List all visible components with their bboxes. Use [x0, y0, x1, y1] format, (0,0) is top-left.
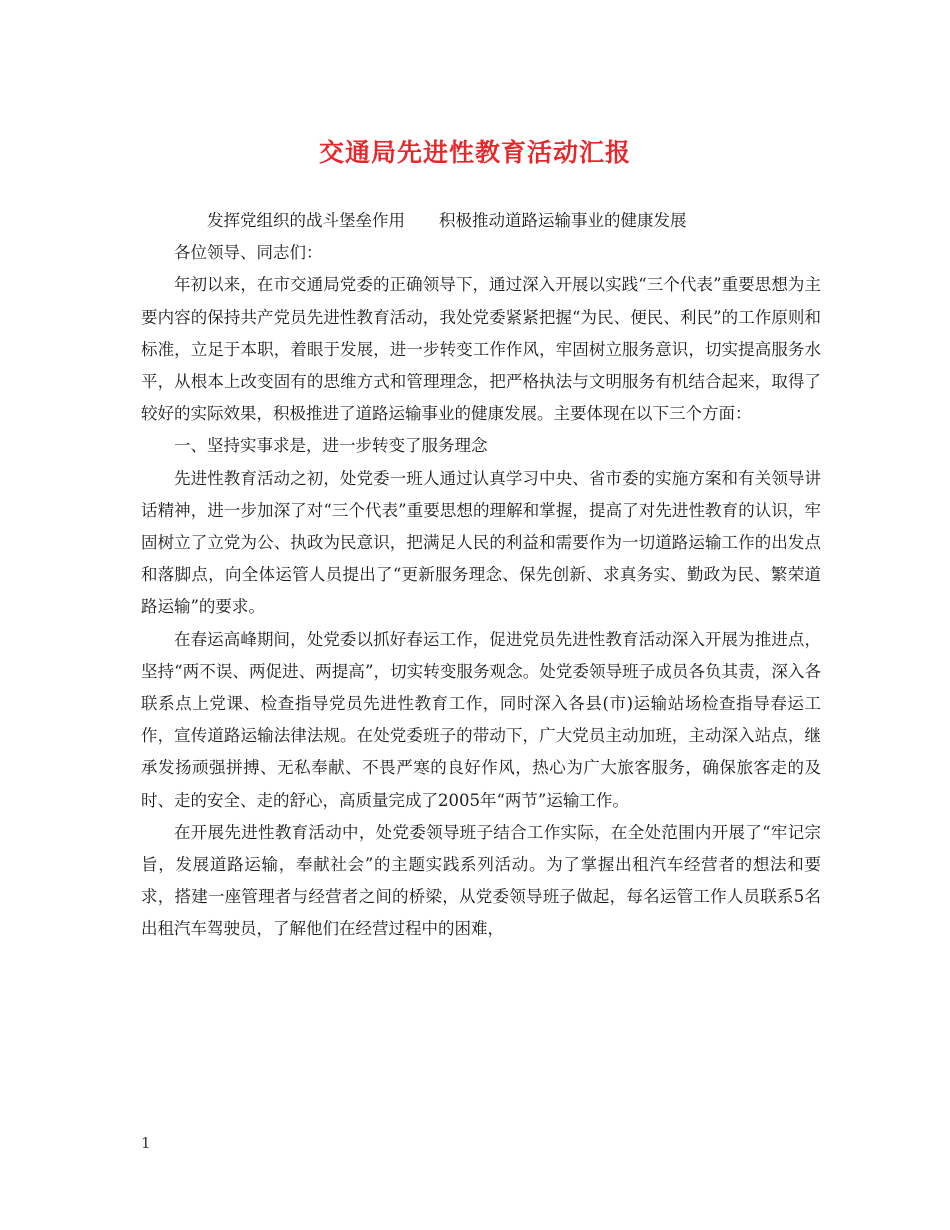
greeting: 各位领导、同志们：	[174, 243, 323, 263]
document-title: 交通局先进性教育活动汇报	[318, 138, 631, 167]
paragraph-spring-transport: 在春运高峰期间，处党委以抓好春运工作，促进党员先进性教育活动深入开展为推进点，坚持“两不误、两促进、两提高”，切实转变服务观念。处党委领导班子成员各负其责，深入各联系点上党课、检查指导党员先进性教育工作，同时深入各县(市)运输站场检查指导春运工作，宣传道路运输法律法规。在处党委班子的带动下，广大党员主动加班，主动深入站点，继承发扬顽强拼搏、无私奉献、不畏严寒的良好作风，热心为广大旅客服务，确保旅客走的及时、走的安全、走的舒心，高质量完成了2005年“两节”运输工作。	[141, 629, 821, 810]
page-number: 1	[141, 1134, 151, 1152]
paragraph-intro: 年初以来，在市交通局党委的正确领导下，通过深入开展以实践“三个代表”重要思想为主要内容的保持共产党员先进性教育活动，我处党委紧紧把握“为民、便民、利民”的工作原则和标准，立足于本职，着眼于发展，进一步转变工作作风，牢固树立服务意识，切实提高服务水平，从根本上改变固有的思维方式和管理理念，把严格执法与文明服务有机结合起来，取得了较好的实际效果，积极推进了道路运输事业的健康发展。主要体现在以下三个方面：	[141, 275, 821, 424]
section-heading-1: 一、坚持实事求是，进一步转变了服务理念	[174, 436, 488, 456]
paragraph-practice-activities: 在开展先进性教育活动中，处党委领导班子结合工作实际，在全处范围内开展了“牢记宗旨，发展道路运输，奉献社会”的主题实践系列活动。为了掌握出租汽车经营者的想法和要求，搭建一座管理者与经营者之间的桥梁，从党委领导班子做起，每名运管工作人员联系5名出租汽车驾驶员，了解他们在经营过程中的困难，	[141, 822, 821, 939]
subtitle-right: 积极推动道路运输事业的健康发展	[439, 211, 687, 230]
subtitle-left: 发挥党组织的战斗堡垒作用	[207, 211, 405, 230]
paragraph-education-start: 先进性教育活动之初，处党委一班人通过认真学习中央、省市委的实施方案和有关领导讲话精神，进一步加深了对“三个代表”重要思想的理解和掌握，提高了对先进性教育的认识，牢固树立了立党为公、执政为民意识，把满足人民的利益和需要作为一切道路运输工作的出发点和落脚点，向全体运管人员提出了“更新服务理念、保先创新、求真务实、勤政为民、繁荣道路运输”的要求。	[141, 468, 821, 617]
document-body	[141, 205, 821, 946]
subtitle-line	[141, 205, 821, 237]
